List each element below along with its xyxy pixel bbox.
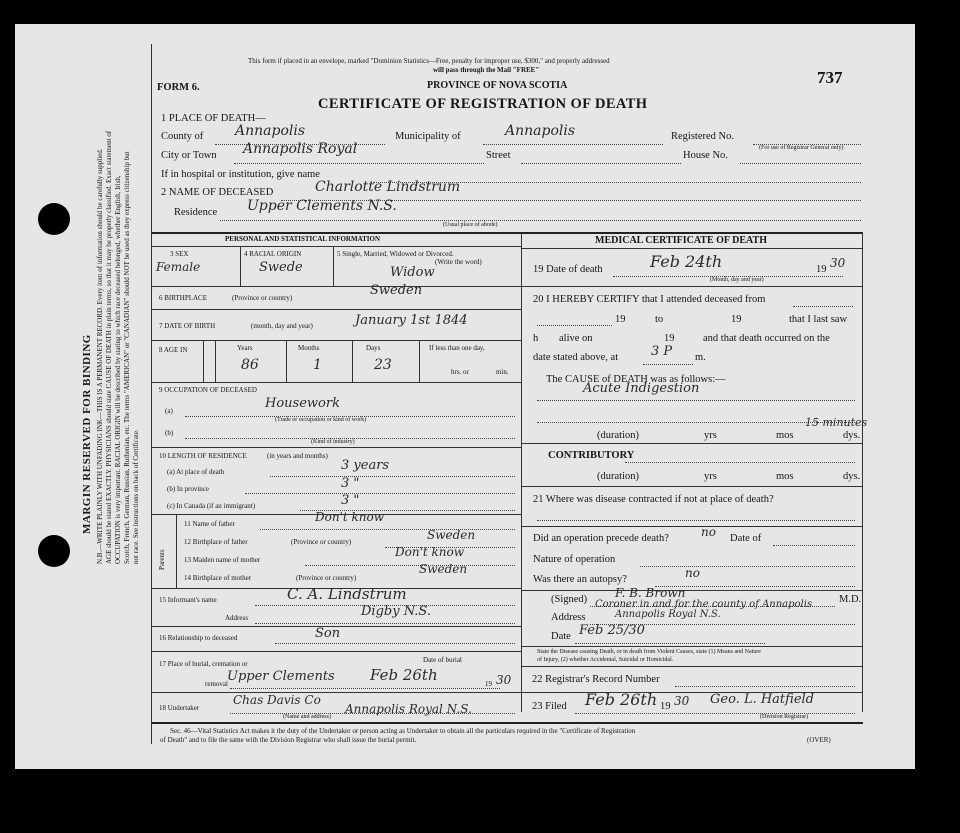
violent-note: State the Disease causing Death, or in death from Violent Causes, state (1) Means and Nature xyxy=(537,649,761,655)
registrar-record-label: 22 Registrar's Record Number xyxy=(532,674,660,685)
operation-label: Did an operation precede death? xyxy=(533,533,669,544)
duration-label-2: (duration) xyxy=(597,471,639,482)
cause-value: Acute Indigestion xyxy=(583,381,700,396)
cert-line2-19b: 19 xyxy=(731,314,742,325)
operation-value: no xyxy=(701,525,716,539)
margin-line: AGE should be stated EXACTLY. PHYSICIANS should state CAUSE OF DEATH in plain terms, so that it may be properly classified. Exact statement of xyxy=(105,130,113,564)
informant-address: Digby N.S. xyxy=(361,604,431,619)
dod-label: 19 Date of death xyxy=(533,264,603,275)
dys-label-2: dys. xyxy=(843,471,861,482)
dob-label: 7 DATE OF BIRTH xyxy=(159,322,216,330)
med-address-value: Annapolis Royal N.S. xyxy=(615,609,721,620)
occupation-label: 9 OCCUPATION OF DECEASED xyxy=(159,386,257,394)
burial-label: 17 Place of burial, cremation or xyxy=(159,660,248,668)
registered-label: Registered No. xyxy=(671,131,734,142)
footer-note-2: of Death" and to file the same with the Division Registrar who shall issue the burial permit. xyxy=(160,736,417,744)
mother-bp-hint: (Province or country) xyxy=(296,574,357,582)
months-value: 1 xyxy=(313,357,322,373)
signed-label: (Signed) xyxy=(551,594,588,605)
division-registrar-signature: Geo. L. Hatfield xyxy=(710,692,814,707)
cert-line4-m: m. xyxy=(695,352,706,363)
address-label: Address xyxy=(225,614,248,622)
filed-year-prefix: 19 xyxy=(660,701,671,712)
marital-hint: (Write the word) xyxy=(435,258,482,266)
informant-label: 15 Informant's name xyxy=(159,596,217,604)
record-number: 737 xyxy=(817,68,843,87)
md-label: M.D. xyxy=(839,594,862,605)
cert-line3-alive: alive on xyxy=(559,333,593,344)
months-label: Months xyxy=(298,344,320,352)
dod-hint: (Month, day and year) xyxy=(710,277,764,283)
father-label: 11 Name of father xyxy=(184,520,235,528)
margin-line: OCCUPATION is very important. RACIAL ORIGIN will be described by stating to which race deceased belonged, whether English, Irish, xyxy=(114,175,122,564)
signed-value: F. B. Brown xyxy=(615,586,686,600)
medical-heading: MEDICAL CERTIFICATE OF DEATH xyxy=(595,235,767,246)
canada-value: 3 " xyxy=(341,493,360,508)
mos-label-2: mos xyxy=(776,471,794,482)
binding-rule xyxy=(151,44,152,744)
occ-b: (b) xyxy=(165,429,174,437)
name-value: Charlotte Lindstrum xyxy=(315,179,461,195)
filed-label: 23 Filed xyxy=(532,701,567,712)
parents-label: Parents xyxy=(158,549,166,570)
residence-length-label: 10 LENGTH OF RESIDENCE xyxy=(159,452,247,460)
med-address-label: Address xyxy=(551,612,586,623)
city-value: Annapolis Royal xyxy=(243,141,358,157)
father-value: Don't know xyxy=(315,510,385,524)
burial-label-2: removal xyxy=(205,680,228,688)
father-bp-label: 12 Birthplace of father xyxy=(184,538,248,546)
cert-line2-19: 19 xyxy=(615,314,626,325)
mother-bp-label: 14 Birthplace of mother xyxy=(184,574,252,582)
yrs-label: yrs xyxy=(704,430,717,441)
marital-value: Widow xyxy=(390,265,435,280)
violent-note-2: of Injury, (2) whether Accidental, Suicidal or Homicidal. xyxy=(537,657,674,663)
at-place-value: 3 years xyxy=(341,458,390,473)
municipality-label: Municipality of xyxy=(395,131,461,142)
municipality-line xyxy=(483,144,663,145)
name-label: 2 NAME OF DECEASED xyxy=(161,187,274,198)
father-bp-value: Sweden xyxy=(427,528,476,542)
burial-year-prefix: 19 xyxy=(485,680,492,688)
dod-year-prefix: 19 xyxy=(816,264,827,275)
years-value: 86 xyxy=(241,357,259,373)
certificate-page xyxy=(15,24,915,769)
mos-label: mos xyxy=(776,430,794,441)
op-date-label: Date of xyxy=(730,533,762,544)
years-label: Years xyxy=(237,344,253,352)
undertaker-address: Annapolis Royal N.S. xyxy=(345,702,472,716)
sex-value: Female xyxy=(156,260,201,274)
dob-value: January 1st 1844 xyxy=(355,313,468,328)
margin-line: Scotch, French, German, Russian, Ruthenian, etc. The terms "AMERICAN" or "CANADIAN" should NOT be used as they express citizenship but xyxy=(123,151,131,564)
sex-label: 3 SEX xyxy=(170,250,189,258)
occ-a: (a) xyxy=(165,407,173,415)
autopsy-label: Was there an autopsy? xyxy=(533,574,627,585)
cert-line3-19: 19 xyxy=(664,333,675,344)
occ-b-hint: (Kind of industry) xyxy=(311,439,355,445)
cause-label: The CAUSE of DEATH was as follows:— xyxy=(546,374,726,385)
personal-heading: PERSONAL AND STATISTICAL INFORMATION xyxy=(225,235,381,243)
informant-value: C. A. Lindstrum xyxy=(287,585,407,603)
city-label: City or Town xyxy=(161,150,217,161)
duration-label: (duration) xyxy=(597,430,639,441)
days-label: Days xyxy=(366,344,381,352)
burial-place: Upper Clements xyxy=(227,669,335,684)
nature-label: Nature of operation xyxy=(533,554,616,565)
marital-label: 5 Single, Married, Widowed or Divorced. xyxy=(337,250,454,258)
racial-value: Swede xyxy=(259,260,303,275)
county-label: County of xyxy=(161,131,204,142)
box-right xyxy=(862,232,863,712)
residence-value: Upper Clements N.S. xyxy=(247,198,397,214)
certificate-title: CERTIFICATE OF REGISTRATION OF DEATH xyxy=(318,96,648,112)
burial-date-label: Date of burial xyxy=(423,656,462,664)
punch-hole xyxy=(38,203,70,235)
house-label: House No. xyxy=(683,150,728,161)
relationship-value: Son xyxy=(315,626,341,641)
med-date-label: Date xyxy=(551,631,571,642)
racial-label: 4 RACIAL ORIGIN xyxy=(244,250,302,258)
form-number: FORM 6. xyxy=(157,82,200,93)
province-label: (b) In province xyxy=(167,485,209,493)
yrs-label-2: yrs xyxy=(704,471,717,482)
city-line xyxy=(234,163,484,164)
occ-a-hint: (Trade or occupation or kind of work) xyxy=(275,417,367,423)
certify-label: 20 I HEREBY CERTIFY that I attended deceased from xyxy=(533,294,766,305)
dob-hint: (month, day and year) xyxy=(251,322,313,330)
mother-value: Don't know xyxy=(395,545,465,559)
margin-line: N.B.—WRITE PLAINLY WITH UNFADING INK—THIS IS A PERMANENT RECORD. Every item of information should be carefully supplied. xyxy=(96,148,104,564)
cert-line2-to: to xyxy=(655,314,664,325)
place-heading: 1 PLACE OF DEATH— xyxy=(161,113,266,124)
burial-date-value: Feb 26th xyxy=(370,666,438,684)
birthplace-hint: (Province or country) xyxy=(232,294,293,302)
registrar-note: (For use of Registrar General only) xyxy=(759,145,844,151)
occ-a-value: Housework xyxy=(265,396,340,411)
dod-year: 30 xyxy=(830,256,846,270)
undertaker-value: Chas Davis Co xyxy=(233,693,321,707)
footer-note: Sec. 46—Vital Statistics Act makes it the duty of the Undertaker or person acting as Undertaker to obtain all the particulars required in the "Certificate of Registration xyxy=(170,727,636,735)
residence-length-hint: (in years and months) xyxy=(267,452,328,460)
residence-line xyxy=(220,220,861,221)
county-value: Annapolis xyxy=(235,123,306,139)
street-line xyxy=(521,163,681,164)
abode-note: (Usual place of abode) xyxy=(443,222,498,228)
contracted-label: 21 Where was disease contracted if not at place of death? xyxy=(533,494,774,505)
cert-line3-h: h xyxy=(533,333,539,344)
mail-notice: This form if placed in an envelope, marked "Dominion Statistics—Free, penalty for improper use, $300," and properly addressed xyxy=(248,57,610,65)
days-value: 23 xyxy=(374,357,392,373)
autopsy-value: no xyxy=(685,566,700,580)
province-value: 3 " xyxy=(341,476,360,491)
mother-label: 13 Maiden name of mother xyxy=(184,556,261,564)
cert-line2-last: that I last saw xyxy=(789,314,848,325)
med-date-value: Feb 25/30 xyxy=(579,623,645,638)
age-label: 8 AGE IN xyxy=(159,346,188,354)
street-label: Street xyxy=(486,150,511,161)
hrs-label: hrs. or xyxy=(451,368,469,376)
box-top xyxy=(152,232,863,234)
over-label: (OVER) xyxy=(807,736,831,744)
filed-year: 30 xyxy=(674,694,690,708)
canada-label: (c) In Canada (if an immigrant) xyxy=(167,502,256,510)
province: PROVINCE OF NOVA SCOTIA xyxy=(427,80,568,91)
punch-hole xyxy=(38,535,70,567)
cert-line3-end: and that death occurred on the xyxy=(703,333,830,344)
center-divider xyxy=(521,232,522,712)
cert-line4-label: date stated above, at xyxy=(533,352,619,363)
time-of-death: 3 P xyxy=(651,344,673,359)
coroner-value: Coroner in and for the county of Annapolis xyxy=(595,599,813,610)
mother-bp-value: Sweden xyxy=(419,562,468,576)
residence-label: Residence xyxy=(174,207,218,218)
division-hint: (Division Registrar) xyxy=(760,714,809,720)
relationship-label: 16 Relationship to deceased xyxy=(159,634,238,642)
margin-title: MARGIN RESERVED FOR BINDING xyxy=(81,334,93,534)
house-line xyxy=(740,163,861,164)
dod-value: Feb 24th xyxy=(650,252,723,271)
box-bottom xyxy=(152,722,863,724)
at-place-label: (a) At place of death xyxy=(167,468,225,476)
duration-value: 15 minutes xyxy=(805,416,868,429)
contributory-label: CONTRIBUTORY xyxy=(548,450,635,461)
burial-year: 30 xyxy=(496,673,512,687)
hospital-label: If in hospital or institution, give name xyxy=(161,169,320,180)
min-label: min. xyxy=(496,368,509,376)
dys-label: dys. xyxy=(843,430,861,441)
birthplace-label: 6 BIRTHPLACE xyxy=(159,294,207,302)
undertaker-label: 18 Undertaker xyxy=(159,704,200,712)
undertaker-hint: (Name and address) xyxy=(283,714,331,720)
filed-value: Feb 26th xyxy=(585,690,658,709)
birthplace-value: Sweden xyxy=(370,283,423,298)
father-bp-hint: (Province or country) xyxy=(291,538,352,546)
lessthan-label: If less than one day, xyxy=(429,344,485,352)
mail-notice: will pass through the Mail "FREE" xyxy=(433,66,540,74)
municipality-value: Annapolis xyxy=(505,123,576,139)
margin-line: not race. See instructions on back of Certificate. xyxy=(132,429,140,564)
